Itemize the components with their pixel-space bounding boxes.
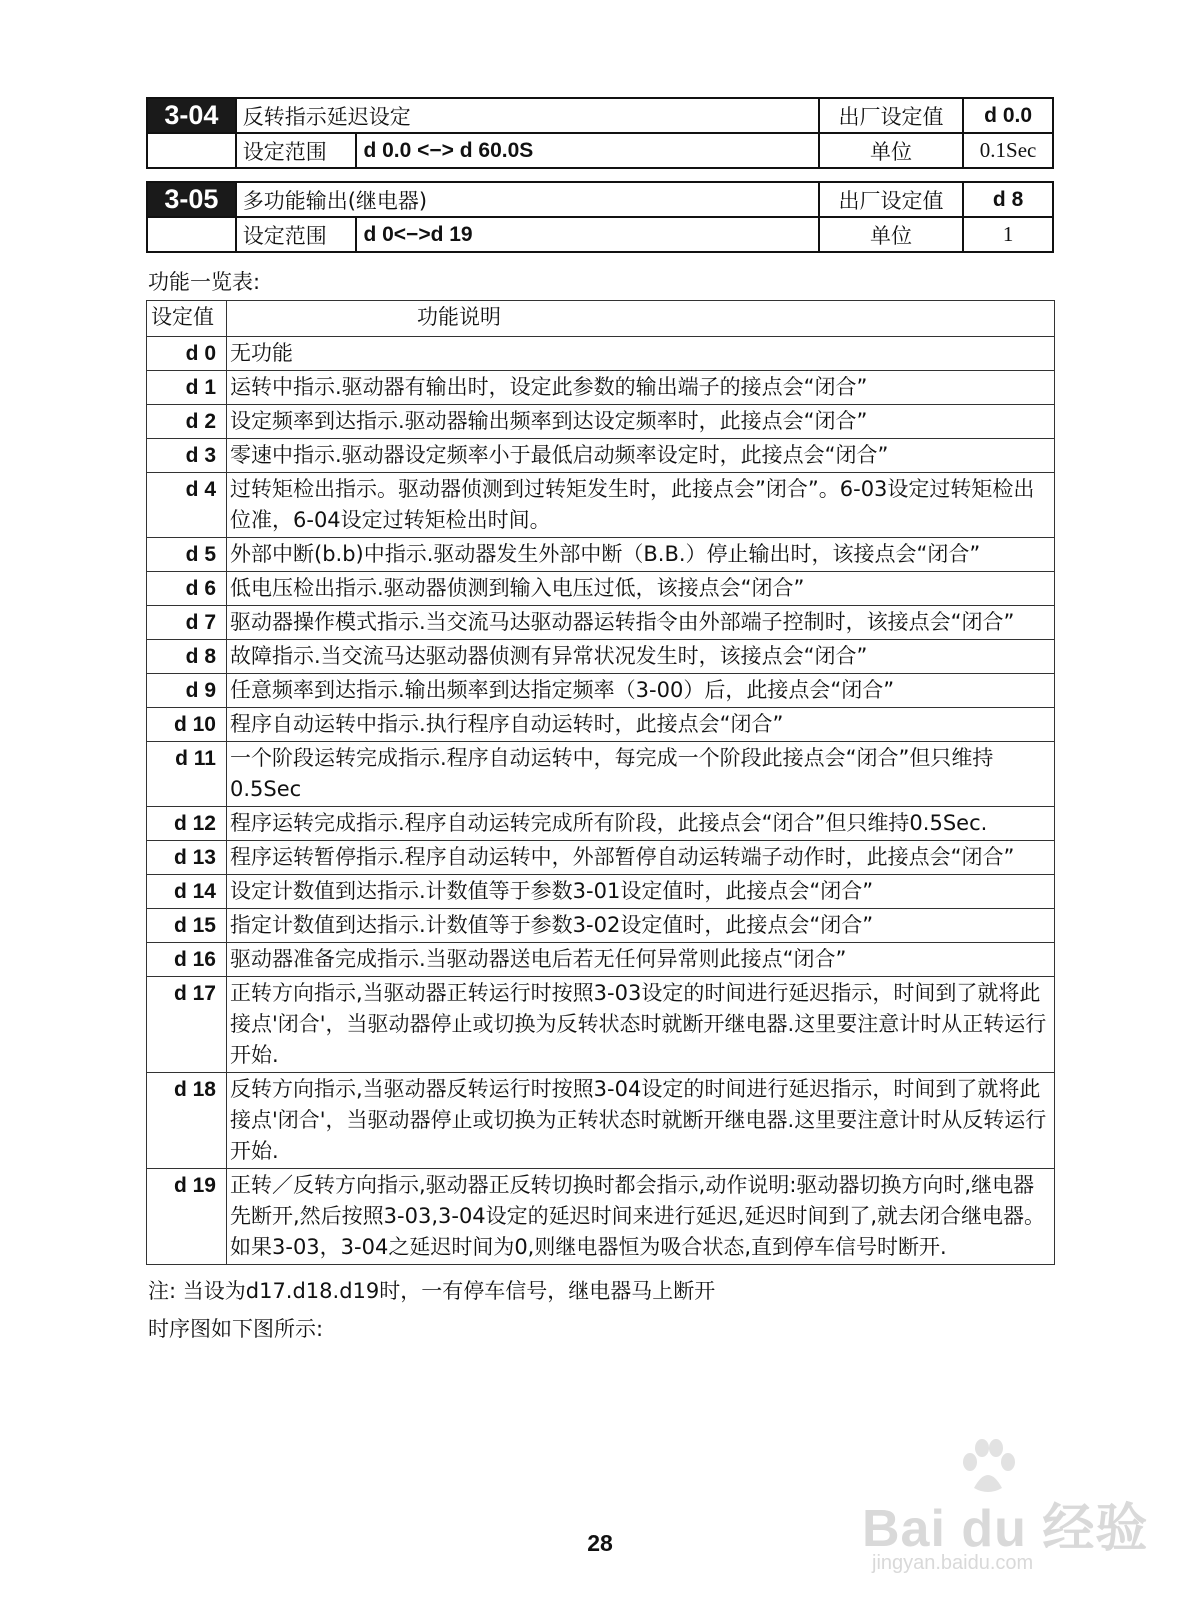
function-list-caption: 功能一览表: xyxy=(148,270,261,294)
unit-label: 单位 xyxy=(819,217,963,252)
function-row xyxy=(147,708,1055,742)
function-description: 过转矩检出指示。驱动器侦测到过转矩发生时，此接点会”闭合”。6-03设定过转矩检出位准，6-04设定过转矩检出时间。 xyxy=(227,473,1055,538)
page-number: 28 xyxy=(587,1530,613,1556)
function-row xyxy=(147,640,1055,674)
function-row xyxy=(147,943,1055,977)
footnote: 注: 当设为d17.d18.d19时，一有停车信号，继电器马上断开 xyxy=(148,1279,716,1303)
function-description: 程序运转暂停指示.程序自动运转中，外部暂停自动运转端子动作时，此接点会“闭合” xyxy=(227,841,1055,875)
setting-code: d 12 xyxy=(147,807,227,841)
function-row xyxy=(147,337,1055,371)
param-name: 多功能输出(继电器) xyxy=(236,182,819,217)
param-name: 反转指示延迟设定 xyxy=(236,98,819,133)
function-row xyxy=(147,371,1055,405)
range-value: d 0.0 <−> d 60.0S xyxy=(356,133,818,168)
setting-code: d 9 xyxy=(147,674,227,708)
function-description: 低电压检出指示.驱动器侦测到输入电压过低，该接点会“闭合” xyxy=(227,572,1055,606)
baidu-watermark xyxy=(862,1438,1162,1588)
function-row xyxy=(147,742,1055,807)
function-description: 程序自动运转中指示.执行程序自动运转时，此接点会“闭合” xyxy=(227,708,1055,742)
function-row xyxy=(147,807,1055,841)
watermark-logo-text: Bai du 经验 xyxy=(862,1500,1149,1558)
unit-value: 1 xyxy=(963,217,1053,252)
function-description: 任意频率到达指示.输出频率到达指定频率（3-00）后，此接点会“闭合” xyxy=(227,674,1055,708)
function-row xyxy=(147,875,1055,909)
setting-code: d 7 xyxy=(147,606,227,640)
setting-code: d 5 xyxy=(147,538,227,572)
function-row xyxy=(147,439,1055,473)
function-description: 无功能 xyxy=(227,337,1055,371)
setting-code: d 19 xyxy=(147,1169,227,1265)
setting-code: d 11 xyxy=(147,742,227,807)
range-label: 设定范围 xyxy=(236,133,357,168)
function-description: 正转／反转方向指示,驱动器正反转切换时都会指示,动作说明:驱动器切换方向时,继电器先断开,然后按照3-03,3-04设定的延迟时间来进行延迟,延迟时间到了,就去闭合继电器。如果3-03，3-04之延迟时间为0,则继电器恒为吸合状态,直到停车信号时断开. xyxy=(227,1169,1055,1265)
setting-code: d 14 xyxy=(147,875,227,909)
function-row xyxy=(147,1169,1055,1265)
function-row xyxy=(147,674,1055,708)
param-3-05-table xyxy=(146,181,1054,253)
factory-default-label: 出厂设定值 xyxy=(819,98,963,133)
function-description: 设定计数值到达指示.计数值等于参数3-01设定值时，此接点会“闭合” xyxy=(227,875,1055,909)
range-value: d 0<−>d 19 xyxy=(356,217,818,252)
function-description: 指定计数值到达指示.计数值等于参数3-02设定值时，此接点会“闭合” xyxy=(227,909,1055,943)
function-description: 反转方向指示,当驱动器反转运行时按照3-04设定的时间进行延迟指示，时间到了就将此接点'闭合'，当驱动器停止或切换为正转状态时就断开继电器.这里要注意计时从反转运行开始. xyxy=(227,1073,1055,1169)
function-description: 驱动器操作模式指示.当交流马达驱动器运转指令由外部端子控制时，该接点会“闭合” xyxy=(227,606,1055,640)
setting-code: d 6 xyxy=(147,572,227,606)
setting-code: d 0 xyxy=(147,337,227,371)
unit-label: 单位 xyxy=(819,133,963,168)
function-description: 设定频率到达指示.驱动器输出频率到达设定频率时，此接点会“闭合” xyxy=(227,405,1055,439)
function-row xyxy=(147,572,1055,606)
function-description: 故障指示.当交流马达驱动器侦测有异常状况发生时，该接点会“闭合” xyxy=(227,640,1055,674)
function-row xyxy=(147,473,1055,538)
blank-cell xyxy=(147,217,236,252)
function-description: 运转中指示.驱动器有输出时，设定此参数的输出端子的接点会“闭合” xyxy=(227,371,1055,405)
function-row xyxy=(147,606,1055,640)
watermark-url: jingyan.baidu.com xyxy=(872,1552,1034,1574)
setting-code: d 15 xyxy=(147,909,227,943)
function-row xyxy=(147,538,1055,572)
function-description: 正转方向指示,当驱动器正转运行时按照3-03设定的时间进行延迟指示，时间到了就将此接点'闭合'，当驱动器停止或切换为反转状态时就断开继电器.这里要注意计时从正转运行开始. xyxy=(227,977,1055,1073)
function-row xyxy=(147,1073,1055,1169)
setting-code: d 2 xyxy=(147,405,227,439)
factory-default-value: d 8 xyxy=(963,182,1053,217)
param-3-04-table xyxy=(146,97,1054,169)
function-row xyxy=(147,909,1055,943)
factory-default-label: 出厂设定值 xyxy=(819,182,963,217)
setting-code: d 16 xyxy=(147,943,227,977)
factory-default-value: d 0.0 xyxy=(963,98,1053,133)
setting-code: d 18 xyxy=(147,1073,227,1169)
setting-code: d 10 xyxy=(147,708,227,742)
function-row xyxy=(147,841,1055,875)
function-description: 一个阶段运转完成指示.程序自动运转中，每完成一个阶段此接点会“闭合”但只维持0.5Sec xyxy=(227,742,1055,807)
setting-code: d 3 xyxy=(147,439,227,473)
param-code: 3-05 xyxy=(147,182,236,217)
function-description: 驱动器准备完成指示.当驱动器送电后若无任何异常则此接点“闭合” xyxy=(227,943,1055,977)
setting-code: d 13 xyxy=(147,841,227,875)
setting-code: d 17 xyxy=(147,977,227,1073)
param-code: 3-04 xyxy=(147,98,236,133)
unit-value: 0.1Sec xyxy=(963,133,1053,168)
setting-code: d 8 xyxy=(147,640,227,674)
range-label: 设定范围 xyxy=(236,217,357,252)
setting-code: d 1 xyxy=(147,371,227,405)
function-description: 程序运转完成指示.程序自动运转完成所有阶段，此接点会“闭合”但只维持0.5Sec. xyxy=(227,807,1055,841)
blank-cell xyxy=(147,133,236,168)
column-header-value: 设定值 xyxy=(147,301,227,337)
function-list-body xyxy=(147,337,1055,1265)
function-row xyxy=(147,977,1055,1073)
function-row xyxy=(147,405,1055,439)
function-description: 零速中指示.驱动器设定频率小于最低启动频率设定时，此接点会“闭合” xyxy=(227,439,1055,473)
function-list-table xyxy=(146,300,1055,1265)
column-header-description: 功能说明 xyxy=(227,301,1055,337)
function-description: 外部中断(b.b)中指示.驱动器发生外部中断（B.B.）停止输出时，该接点会“闭合” xyxy=(227,538,1055,572)
timing-diagram-caption: 时序图如下图所示: xyxy=(148,1317,324,1341)
setting-code: d 4 xyxy=(147,473,227,538)
